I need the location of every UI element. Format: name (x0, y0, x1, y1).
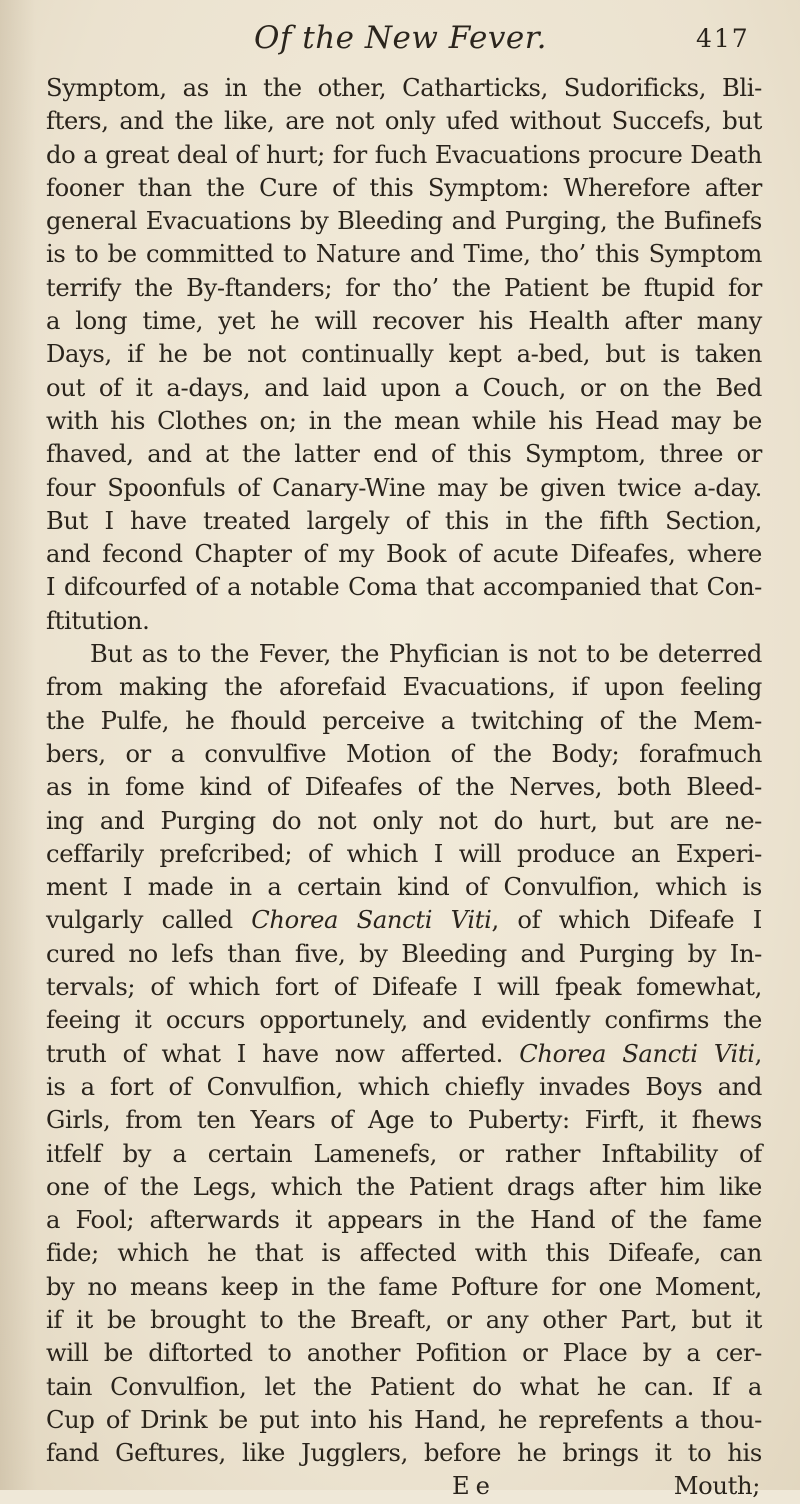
text-line: fand Geftures, like Jugglers, before he brings it to his (46, 1439, 762, 1468)
text-line: terrify the By-ftanders; for tho’ the Patient be ftupid for (46, 273, 762, 302)
text-line: will be diftorted to another Pofition or Place by a cer- (46, 1339, 762, 1368)
text-line: Girls, from ten Years of Age to Puberty: Firft, it fhews (46, 1106, 762, 1135)
text-line: tervals; of which fort of Difeafe I will fpeak fomewhat, (46, 973, 762, 1002)
body-text (46, 72, 762, 1504)
text-line: is a fort of Convulfion, which chiefly invades Boys and (46, 1072, 762, 1101)
text-line: truth of what I have now afferted. Chorea Sancti Viti, (46, 1039, 762, 1068)
text-line: fooner than the Cure of this Symptom: Wherefore after (46, 173, 762, 202)
text-line: as in fome kind of Difeafes of the Nerves, both Bleed- (46, 773, 762, 802)
running-head: Of the New Fever. (254, 20, 548, 56)
text-line: by no means keep in the fame Pofture for one Moment, (46, 1272, 762, 1301)
text-line: ftitution. (46, 606, 150, 635)
text-line: general Evacuations by Bleeding and Purging, the Bufinefs (46, 207, 762, 236)
text-line: do a great deal of hurt; for fuch Evacuations procure Death (46, 140, 762, 169)
text-line: tain Convulfion, let the Patient do what he can. If a (46, 1372, 762, 1401)
catchword: Mouth; (673, 1472, 760, 1501)
text-line: ment I made in a certain kind of Convulfion, which is (46, 873, 762, 902)
page-gutter-shadow (0, 0, 36, 1490)
text-line: from making the aforefaid Evacuations, if upon feeling (46, 673, 762, 702)
text-line: ceffarily prefcribed; of which I will produce an Experi- (46, 839, 762, 868)
text-line: cured no lefs than five, by Bleeding and Purging by In- (46, 939, 762, 968)
text-line: Cup of Drink be put into his Hand, he reprefents a thou- (46, 1405, 762, 1434)
text-line: itfelf by a certain Lamenefs, or rather Inftability of (46, 1139, 762, 1168)
signature-mark: E e (452, 1472, 490, 1501)
text-line: a long time, yet he will recover his Health after many (46, 307, 762, 336)
text-line: ing and Purging do not only not do hurt, but are ne- (46, 806, 762, 835)
text-line: fters, and the like, are not only ufed without Succefs, but (46, 107, 762, 136)
text-line: a Fool; afterwards it appears in the Hand of the fame (46, 1206, 762, 1235)
text-line: if it be brought to the Breaft, or any other Part, but it (46, 1305, 762, 1334)
text-line: one of the Legs, which the Patient drags after him like (46, 1172, 762, 1201)
text-line: I difcourfed of a notable Coma that accompanied that Con- (46, 573, 762, 602)
text-line: the Pulfe, he fhould perceive a twitching of the Mem- (46, 706, 762, 735)
text-line: with his Clothes on; in the mean while his Head may be (46, 406, 762, 435)
text-line: bers, or a convulfive Motion of the Body; forafmuch (46, 739, 762, 768)
text-line: four Spoonfuls of Canary-Wine may be given twice a-day. (46, 473, 762, 502)
page-header (0, 20, 800, 64)
text-line: Symptom, as in the other, Catharticks, Sudorificks, Bli- (46, 74, 762, 102)
text-line: out of it a-days, and laid upon a Couch, or on the Bed (46, 373, 762, 402)
text-line: vulgarly called Chorea Sancti Viti, of which Difeafe I (46, 906, 763, 935)
text-line: fhaved, and at the latter end of this Symptom, three or (46, 440, 762, 469)
text-line: But I have treated largely of this in the fifth Section, (46, 506, 762, 535)
text-line: feeing it occurs opportunely, and evidently confirms the (46, 1006, 762, 1035)
text-line: Days, if he be not continually kept a-bed, but is taken (46, 340, 762, 369)
text-line: fide; which he that is affected with this Difeafe, can (46, 1239, 762, 1268)
text-line: But as to the Fever, the Phyfician is not to be deterred (90, 640, 762, 669)
text-line: is to be committed to Nature and Time, tho’ this Symptom (46, 240, 762, 269)
page-number: 417 (696, 24, 750, 53)
text-line: and fecond Chapter of my Book of acute Difeafes, where (46, 540, 762, 569)
signature-line (46, 1470, 762, 1503)
